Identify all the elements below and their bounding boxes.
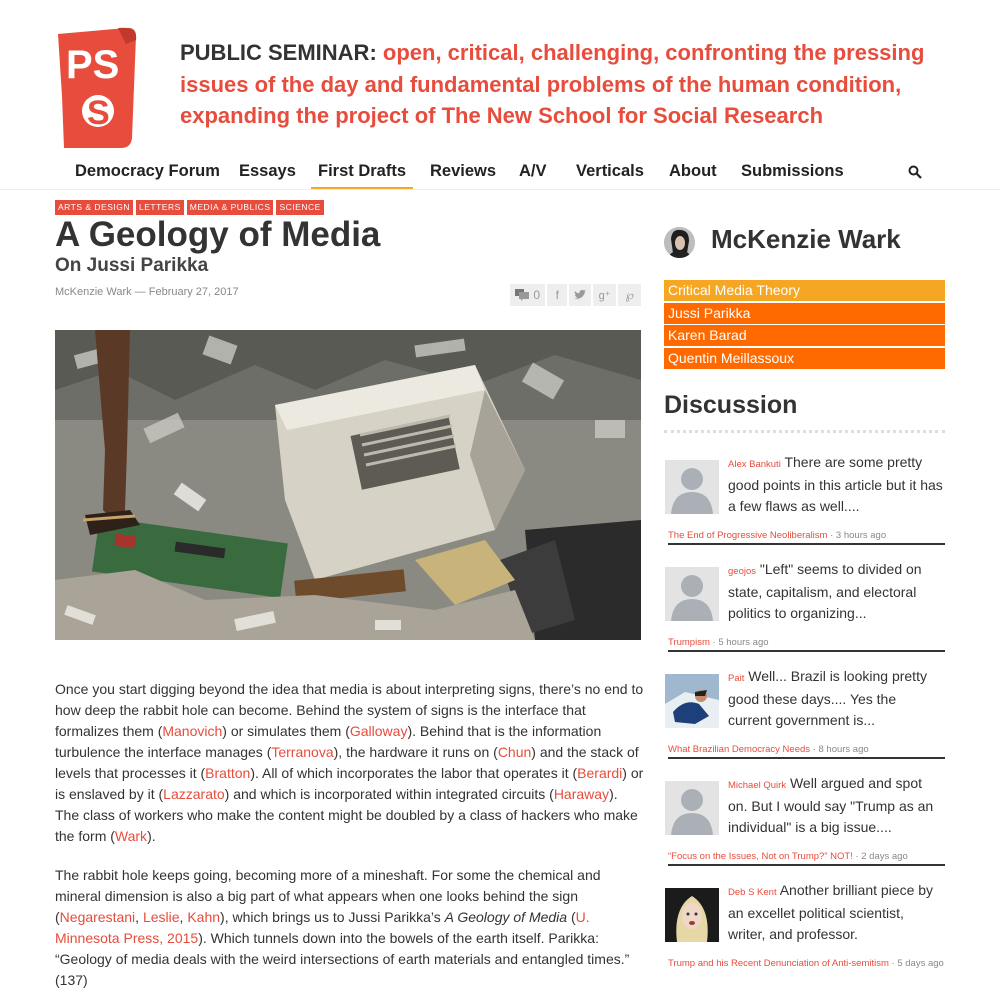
comment-count-button[interactable] <box>510 284 545 306</box>
tag-arts-design[interactable]: ARTS & DESIGN <box>55 200 133 215</box>
comment-divider <box>668 543 945 545</box>
brand-name[interactable]: PUBLIC SEMINAR: <box>180 40 377 65</box>
comment-author[interactable]: Michael Quirk <box>728 780 787 791</box>
link-chun[interactable]: Chun <box>497 744 532 760</box>
link-manovich[interactable]: Manovich <box>162 723 223 739</box>
user-avatar[interactable] <box>665 674 719 728</box>
topic-jussi-parikka[interactable]: Jussi Parikka <box>664 303 945 324</box>
page: PS S PUBLIC SEMINAR: open, critical, challenging, confronting the pressing issues of the day and fundamental problems of the human condition, expanding the project of The New School for Social Research Democracy Forum Essays First Drafts Reviews A/V Verticals About Submissions ARTS & DESIGN LETTERS MEDIA & PUBLICS SCIENCE A Geology of Media On Jussi Parikka McKenzie Wark — February 27, 2017 0 f g⁺ ℘ Once you start digging beyond the idea that media is about interpreting signs, there’s no end to how deep the rabbit hole can become. Behind the system of signs is the interface that formalizes them (Manovich) or simulates them (Galloway). Behind that is the information turbulence the interface manages (Terranova), the hardware it runs on (Chun) and the stack of levels that processes it (Bratton). All of which incorporates the labor that operates it (Berardi) or is enslaved by it (Lazzarato) and which is incorporated within integrated circuits (Haraway). The class of workers who make the content might be doubled by a class of hackers who make the form (Wark). The rabbit hole keeps going, becoming more of a mineshaft. For some the chemical and mineral dimension is also a big part of what appears when one looks behind the sign (Negarestani, Leslie, Kahn), which brings us to Jussi Parikka’s A Geology of Media (U. Minnesota Press, 2015). Which tunnels down into the bowels of the earth itself. Parikka: “Geology of media deals with the weird intersections of earth materials and entangled times.” (137) McKenzie Wark Critical Media Theory Jussi Parikka Karen Barad Quentin Meillassoux Discussion Alex Bankuti There are some pretty good points in this article but it has a few flaws as well.... The End of Progressive Neoliberalism · 3 hours ago geojos "Left" seems to divided on state, capitalism, and electoral politics to organizing... Trumpism · 5 hours ago Pait Well... Brazil is looking pretty good these days.... Yes the current government is... What Brazilian Democracy Needs · 8 hours ago Michael Quirk Well argued and spot on. But I would say "Trump as an individual" is a big issue.... “Focus on the Issues, Not on Trump?” NOT! · 2 days ago Deb S Kent Another brilliant piece by an excellet political scientist, writer, and professor. Trump and his Recent Denunciation of Anti-semitism · 5 days ago <box>0 0 1000 1000</box>
comment-post-link[interactable]: Trump and his Recent Denunciation of Anti-semitism <box>668 958 889 969</box>
tag-science[interactable]: SCIENCE <box>276 200 323 215</box>
comment-time: 2 days ago <box>861 851 908 862</box>
byline <box>55 286 239 298</box>
facebook-icon[interactable]: f <box>547 284 567 306</box>
tagline-text: open, critical, challenging, confronting the pressing issues of the day and fundamental problems of the human condition, expanding the project of The New School for Social Research <box>180 40 925 128</box>
comment-time: 3 hours ago <box>835 530 887 541</box>
hero-image <box>55 330 641 640</box>
user-avatar[interactable] <box>665 888 719 942</box>
link-kahn[interactable]: Kahn <box>187 909 221 925</box>
pinterest-icon[interactable]: ℘ <box>618 284 641 306</box>
author-name[interactable]: McKenzie Wark <box>711 224 901 254</box>
comment-text[interactable]: Another brilliant piece by an excellet political scientist, writer, and professor. <box>728 882 934 942</box>
article-tags <box>55 200 324 215</box>
comment-time: 8 hours ago <box>818 744 869 755</box>
comment-author[interactable]: Alex Bankuti <box>728 459 781 470</box>
main-nav <box>0 152 1000 190</box>
comment-time: 5 hours ago <box>718 637 769 648</box>
nav-essays[interactable]: Essays <box>239 162 296 180</box>
link-berardi[interactable]: Berardi <box>577 765 623 781</box>
comment-post-link[interactable]: What Brazilian Democracy Needs <box>668 744 811 755</box>
google-plus-icon[interactable]: g⁺ <box>593 284 617 306</box>
comment-divider <box>668 757 945 759</box>
comment-post-link[interactable]: Trumpism <box>668 637 710 648</box>
comment-icon <box>515 289 529 301</box>
book-title: A Geology of Media <box>444 909 568 925</box>
topic-karen-barad[interactable]: Karen Barad <box>664 325 945 346</box>
site-tagline <box>180 37 940 132</box>
discussion-heading: Discussion <box>664 391 798 419</box>
link-leslie[interactable]: Leslie <box>142 909 180 925</box>
link-bratton[interactable]: Bratton <box>205 765 251 781</box>
comment-count: 0 <box>533 288 541 302</box>
tag-letters[interactable]: LETTERS <box>136 200 184 215</box>
nav-democracy-forum[interactable]: Democracy Forum <box>75 162 220 180</box>
comment-text[interactable]: "Left" seems to divided on state, capitalism, and electoral politics to organizing... <box>728 561 922 621</box>
site-logo[interactable] <box>56 26 138 150</box>
nav-verticals[interactable]: Verticals <box>576 162 644 180</box>
link-haraway[interactable]: Haraway <box>553 786 610 802</box>
link-wark[interactable]: Wark <box>114 828 148 844</box>
tag-media-publics[interactable]: MEDIA & PUBLICS <box>187 200 274 215</box>
logo-text: PS <box>66 43 120 87</box>
twitter-icon[interactable] <box>569 284 591 306</box>
nav-reviews[interactable]: Reviews <box>430 162 497 180</box>
comment-post-link[interactable]: The End of Progressive Neoliberalism <box>668 530 828 541</box>
default-avatar-icon[interactable] <box>665 567 719 621</box>
link-galloway[interactable]: Galloway <box>349 723 408 739</box>
article-title: A Geology of Media <box>55 215 381 254</box>
share-bar <box>510 284 641 306</box>
link-publisher[interactable]: U. Minnesota Press, 2015 <box>55 909 590 946</box>
paragraph-2: The rabbit hole keeps going, becoming more of a mineshaft. For some the chemical and mineral dimension is also a big part of what appears when one looks behind the sign (Negarestani, Leslie, Kahn), which brings us to Jussi Parikka’s A Geology of Media (U. Minnesota Press, 2015). Which tunnels down into the bowels of the earth itself. Parikka: “Geology of media deals with the weird intersections of earth materials and entangled times.” (137) <box>55 867 630 988</box>
nav-av[interactable]: A/V <box>519 162 547 180</box>
link-lazzarato[interactable]: Lazzarato <box>163 786 225 802</box>
discussion-divider <box>664 430 945 433</box>
nav-first-drafts[interactable]: First Drafts <box>311 162 413 189</box>
article-subtitle: On Jussi Parikka <box>55 255 209 276</box>
link-negarestani[interactable]: Negarestani <box>59 909 136 925</box>
paragraph-1: Once you start digging beyond the idea that media is about interpreting signs, there’s no end to how deep the rabbit hole can become. Behind the system of signs is the interface that formalizes them (Manovich) or simulates them (Galloway). Behind that is the information turbulence the interface manages (Terranova), the hardware it runs on (Chun) and the stack of levels that processes it (Bratton). All of which incorporates the labor that operates it (Berardi) or is enslaved by it (Lazzarato) and which is incorporated within integrated circuits (Haraway). The class of workers who make the content might be doubled by a class of hackers who make the form (Wark). <box>55 681 644 844</box>
svg-text:S: S <box>87 94 110 132</box>
comment-time: 5 days ago <box>897 958 944 969</box>
author-avatar[interactable] <box>664 227 695 258</box>
default-avatar-icon[interactable] <box>665 460 719 514</box>
nav-about[interactable]: About <box>669 162 717 180</box>
comment-text[interactable]: There are some pretty good points in this article but it has a few flaws as well.... <box>728 454 943 514</box>
article-body <box>55 679 645 1000</box>
byline-date: February 27, 2017 <box>148 286 239 298</box>
comment-post-link[interactable]: “Focus on the Issues, Not on Trump?” NOT! <box>668 851 853 862</box>
topic-critical-media-theory[interactable]: Critical Media Theory <box>664 280 945 301</box>
link-terranova[interactable]: Terranova <box>271 744 334 760</box>
topic-list <box>664 280 945 370</box>
search-icon[interactable] <box>908 165 922 179</box>
comment-text[interactable]: Well... Brazil is looking pretty good these days.... Yes the current government is... <box>728 668 927 728</box>
nav-submissions[interactable]: Submissions <box>741 162 844 180</box>
comment-author[interactable]: Pait <box>728 673 745 684</box>
comment-text[interactable]: Well argued and spot on. But I would say "Trump as an individual" is a big issue.... <box>728 775 934 835</box>
byline-dash: — <box>134 286 146 298</box>
default-avatar-icon[interactable] <box>665 781 719 835</box>
comment-divider <box>668 650 945 652</box>
comment-author[interactable]: Deb S Kent <box>728 887 777 898</box>
topic-quentin-meillassoux[interactable]: Quentin Meillassoux <box>664 348 945 369</box>
comment-author[interactable]: geojos <box>728 566 756 577</box>
byline-author[interactable]: McKenzie Wark <box>55 286 132 298</box>
comment-divider <box>668 864 945 866</box>
